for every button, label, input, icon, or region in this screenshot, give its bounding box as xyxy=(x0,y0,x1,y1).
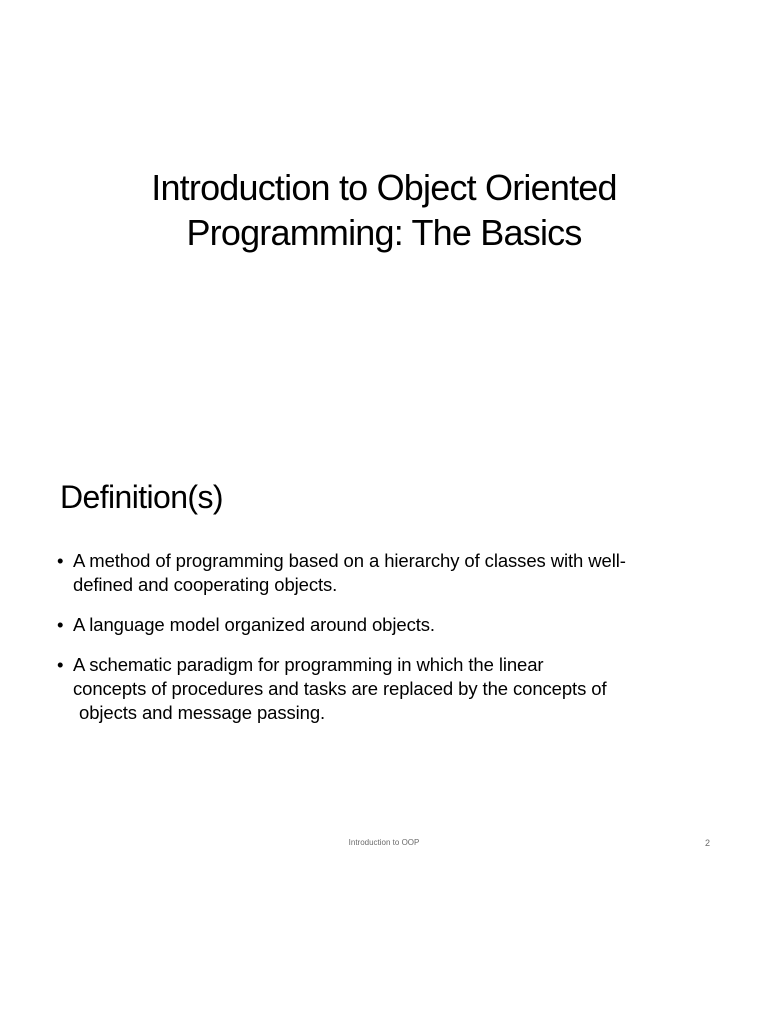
slide-title-line-1: Introduction to Object Oriented xyxy=(151,167,617,208)
definitions-heading: Definition(s) xyxy=(60,479,223,515)
definition-item-3-line-1: A schematic paradigm for programming in which the linear xyxy=(73,654,544,675)
definition-item-3-line-2: concepts of procedures and tasks are replaced by the concepts of xyxy=(73,678,607,699)
bullet-icon: • xyxy=(57,550,64,571)
bullet-icon: • xyxy=(57,614,64,635)
definitions-list xyxy=(57,549,717,741)
slide-title xyxy=(60,165,708,255)
page-number: 2 xyxy=(704,838,710,848)
definition-item-1 xyxy=(57,549,717,597)
definition-item-3 xyxy=(57,653,717,725)
definition-item-2 xyxy=(57,613,717,637)
definition-item-2-line-1: A language model organized around objects. xyxy=(73,614,435,635)
bullet-icon: • xyxy=(57,654,64,675)
definition-item-1-line-2: defined and cooperating objects. xyxy=(73,574,338,595)
definition-item-3-line-3: objects and message passing. xyxy=(79,702,326,723)
footer-label: Introduction to OOP xyxy=(348,838,420,847)
definition-item-1-line-1: A method of programming based on a hierarchy of classes with well- xyxy=(73,550,626,571)
slide-title-line-2: Programming: The Basics xyxy=(186,212,582,253)
